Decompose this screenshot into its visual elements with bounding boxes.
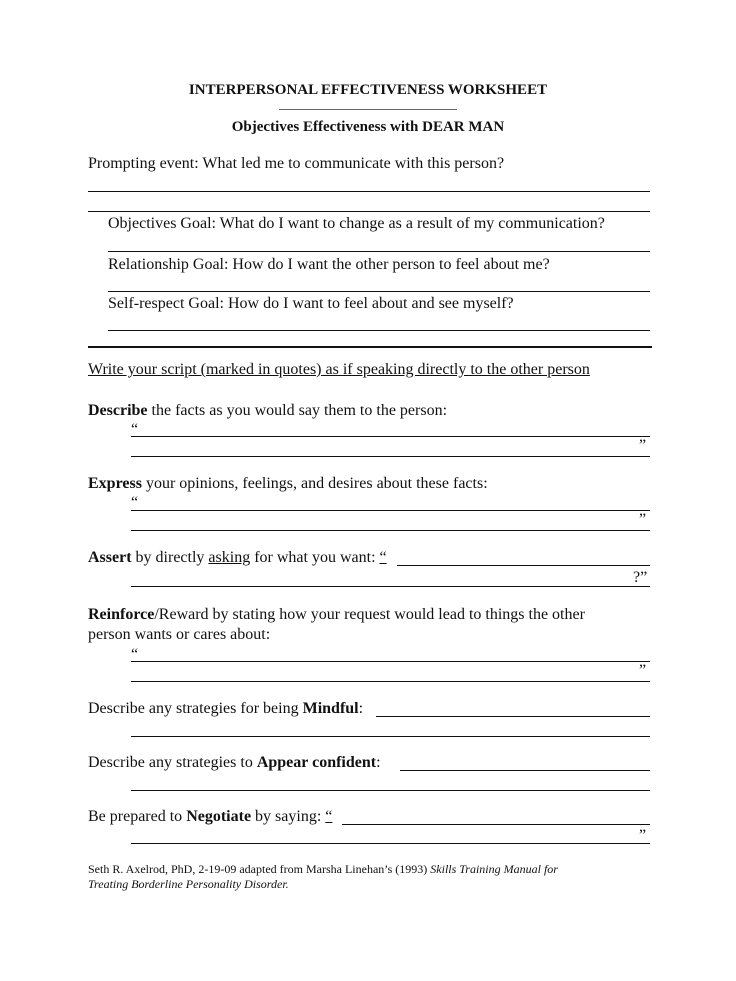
- prompting-event-label: Prompting event: What led me to communicate with this person?: [88, 155, 505, 172]
- express-keyword: Express: [88, 475, 142, 492]
- assert-text-1: by directly: [131, 549, 209, 566]
- negotiate-text-1: Be prepared to: [88, 808, 187, 825]
- assert-open-quote: “: [379, 549, 387, 566]
- page-title: INTERPERSONAL EFFECTIVENESS WORKSHEET: [188, 82, 548, 98]
- mindful-keyword: Mindful: [302, 700, 359, 717]
- describe-text: the facts as you would say them to the person:: [147, 402, 448, 419]
- confident-keyword: Appear confident: [256, 754, 377, 771]
- negotiate-prompt: [88, 808, 332, 826]
- footer-citation: [88, 862, 558, 877]
- self-respect-goal-label: Self-respect Goal: How do I want to feel about and see myself?: [108, 295, 514, 312]
- reinforce-answer-line-1[interactable]: [131, 661, 650, 662]
- negotiate-keyword: Negotiate: [186, 808, 252, 825]
- negotiate-answer-line-1[interactable]: [342, 824, 650, 825]
- relationship-goal-label: Relationship Goal: How do I want the other person to feel about me?: [108, 256, 550, 273]
- express-open-quote: “: [131, 494, 139, 511]
- negotiate-close-quote: ”: [639, 827, 647, 844]
- prompting-answer-line-2[interactable]: [88, 211, 650, 212]
- mindful-prompt: [88, 700, 363, 718]
- assert-answer-line-2[interactable]: [131, 586, 650, 587]
- mindful-answer-line-2[interactable]: [131, 736, 650, 737]
- section-divider: [88, 346, 652, 348]
- express-close-quote: ”: [639, 511, 647, 528]
- express-answer-line-2[interactable]: [131, 530, 650, 531]
- mindful-colon: :: [358, 700, 364, 717]
- relationship-goal-line[interactable]: [108, 291, 650, 292]
- describe-answer-line-2[interactable]: [131, 456, 650, 457]
- confident-answer-line-1[interactable]: [400, 770, 650, 771]
- negotiate-open-quote: “: [325, 808, 333, 825]
- self-respect-goal-line[interactable]: [108, 330, 650, 331]
- describe-open-quote: “: [131, 421, 139, 438]
- title-divider: [279, 109, 457, 110]
- footer-book-title-2: Treating Borderline Personality Disorder.: [88, 877, 289, 891]
- script-heading: Write your script (marked in quotes) as if speaking directly to the other person: [88, 361, 590, 378]
- objectives-goal-label: Objectives Goal: What do I want to change as a result of my communication?: [108, 215, 605, 232]
- describe-close-quote: ”: [639, 437, 647, 454]
- reinforce-keyword: Reinforce: [88, 606, 155, 623]
- mindful-answer-line-1[interactable]: [376, 716, 650, 717]
- prompting-answer-line-1[interactable]: [88, 191, 650, 192]
- assert-keyword: Assert: [88, 549, 132, 566]
- reinforce-prompt: [88, 606, 585, 624]
- reinforce-text: /Reward by stating how your request would lead to things the other: [154, 606, 585, 623]
- assert-answer-line-1[interactable]: [397, 565, 650, 566]
- confident-text: Describe any strategies to: [88, 754, 257, 771]
- negotiate-answer-line-2[interactable]: [131, 843, 650, 844]
- assert-prompt: [88, 549, 387, 567]
- assert-close-quote: ?”: [633, 569, 648, 586]
- negotiate-text-2: by saying:: [251, 808, 326, 825]
- page-subtitle: Objectives Effectiveness with DEAR MAN: [231, 119, 505, 135]
- describe-answer-line-1[interactable]: [131, 436, 650, 437]
- assert-asking: asking: [208, 549, 251, 566]
- express-text: your opinions, feelings, and desires about these facts:: [141, 475, 488, 492]
- reinforce-answer-line-2[interactable]: [131, 681, 650, 682]
- confident-prompt: [88, 754, 381, 772]
- describe-keyword: Describe: [88, 402, 148, 419]
- reinforce-prompt-line-2: person wants or cares about:: [88, 626, 271, 643]
- footer-author: Seth R. Axelrod, PhD, 2-19-09 adapted from Marsha Linehan’s (1993): [88, 862, 431, 876]
- describe-prompt: [88, 402, 447, 420]
- objectives-goal-line[interactable]: [108, 251, 650, 252]
- reinforce-close-quote: ”: [639, 662, 647, 679]
- confident-answer-line-2[interactable]: [131, 790, 650, 791]
- footer-book-title-1: Skills Training Manual for: [430, 862, 558, 876]
- mindful-text: Describe any strategies for being: [88, 700, 303, 717]
- footer-citation-line-2: [88, 877, 289, 892]
- reinforce-open-quote: “: [131, 646, 139, 663]
- express-answer-line-1[interactable]: [131, 510, 650, 511]
- express-prompt: [88, 475, 488, 493]
- confident-colon: :: [376, 754, 381, 771]
- assert-text-2: for what you want:: [250, 549, 380, 566]
